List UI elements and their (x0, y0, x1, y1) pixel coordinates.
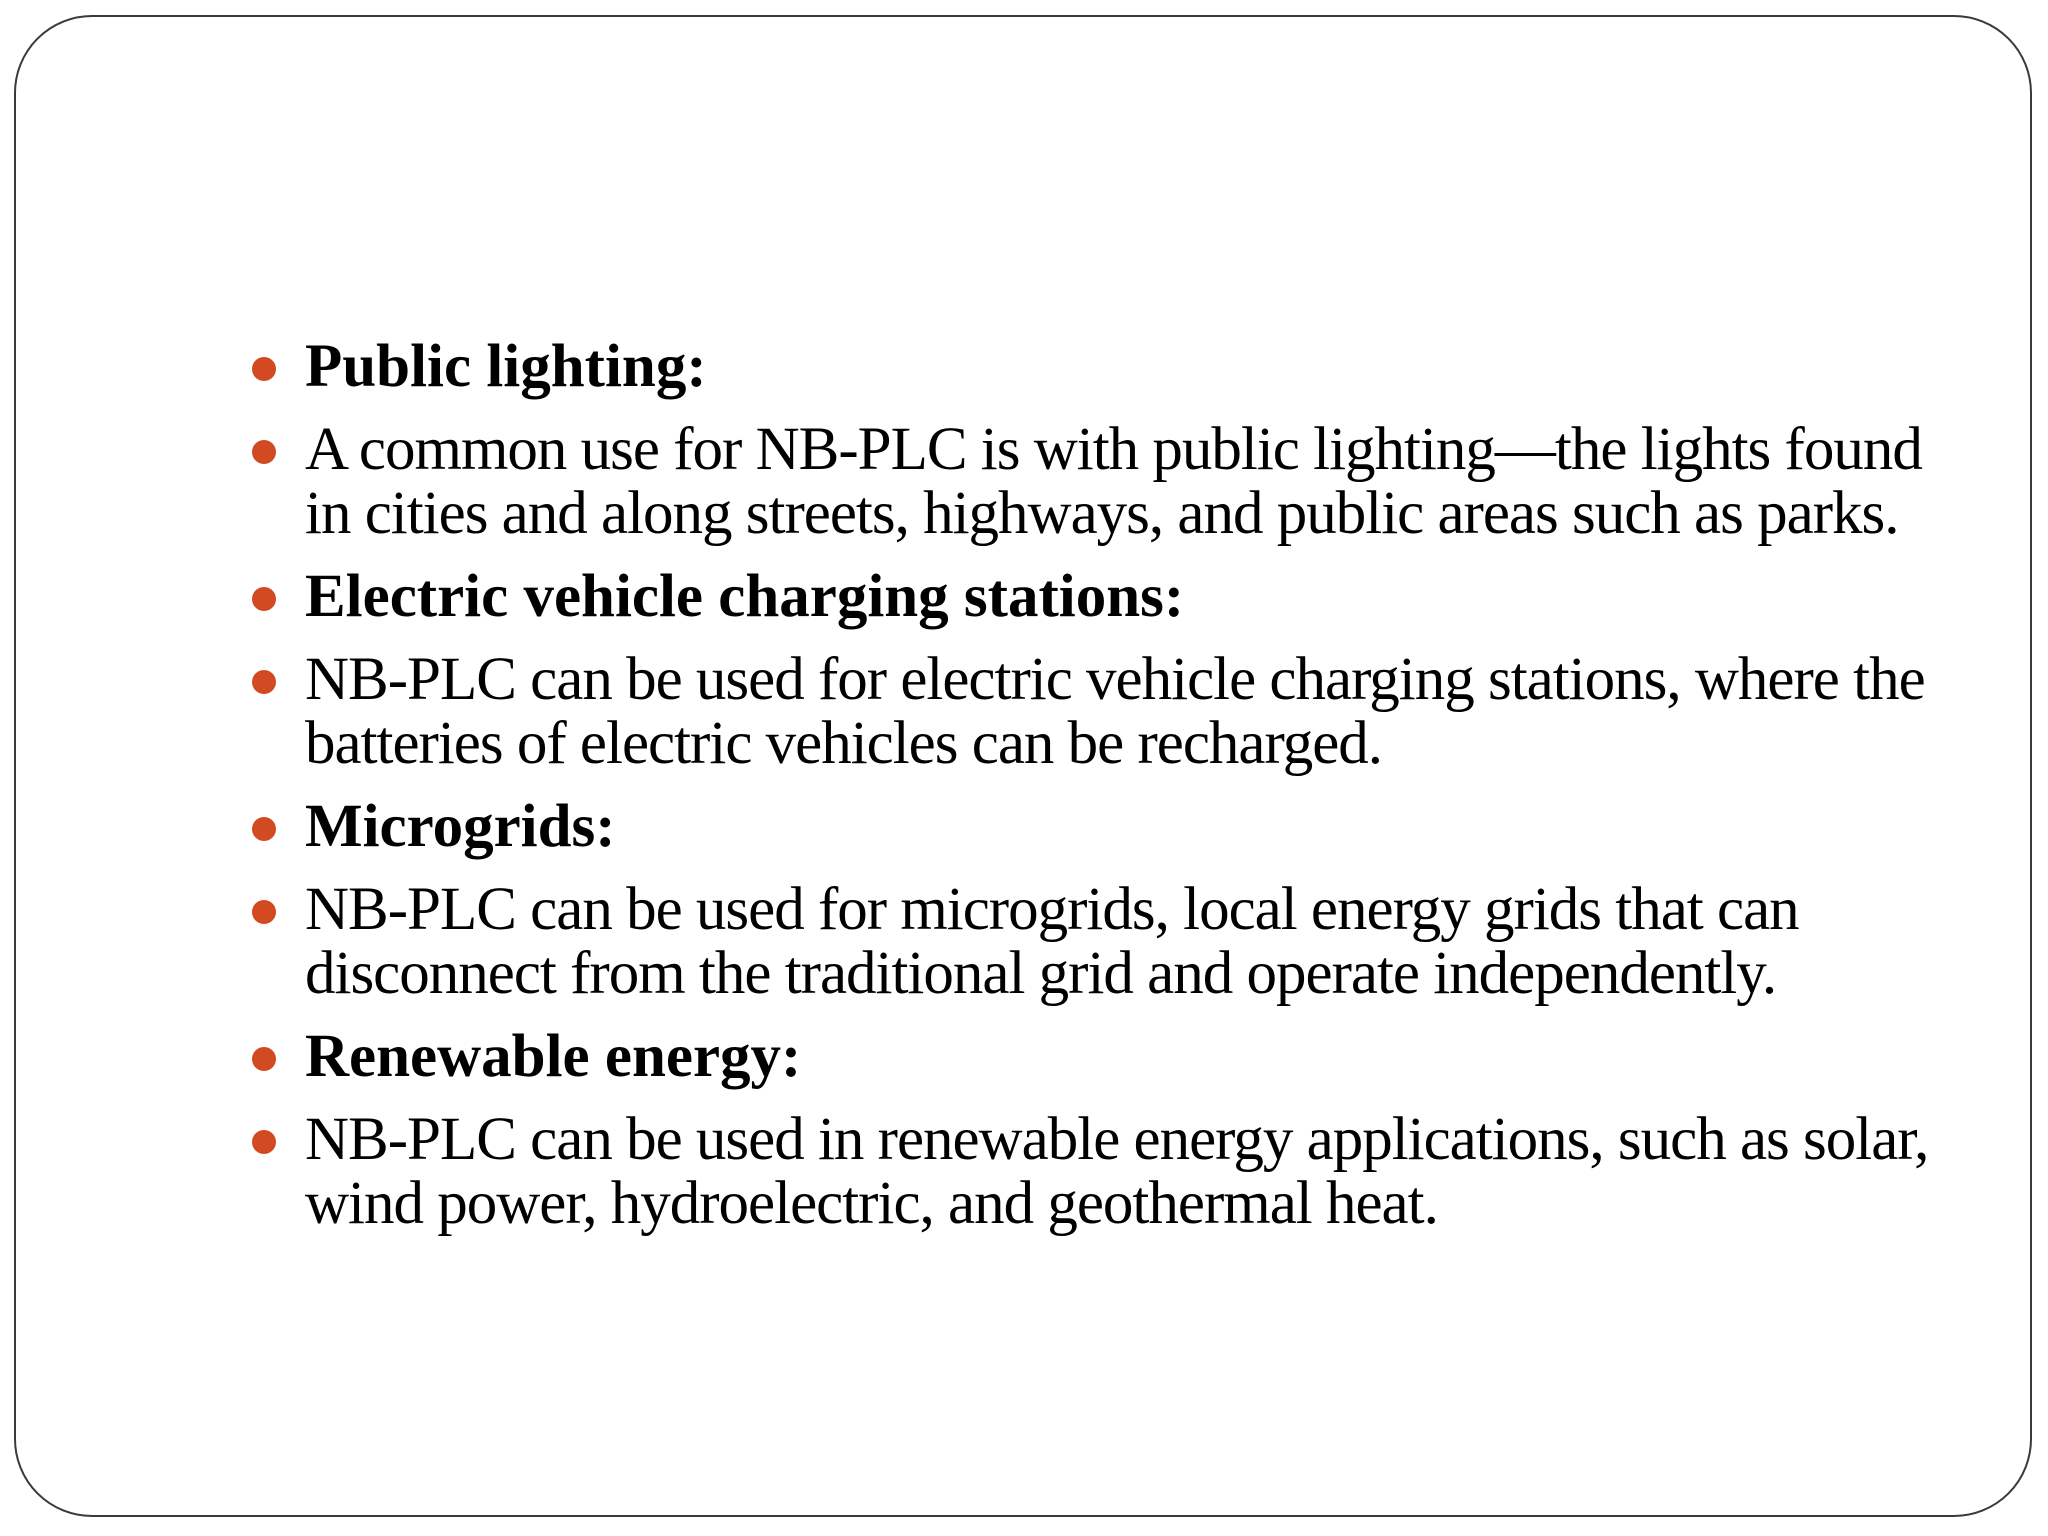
bullet-renewable-energy-description (238, 1108, 1958, 1236)
bullet-dot-icon (252, 587, 276, 611)
bullet-text: Microgrids: (305, 793, 616, 860)
bullet-dot-icon (252, 900, 276, 924)
bullet-dot-icon (252, 670, 276, 694)
bullet-text: Renewable energy: (305, 1023, 802, 1090)
bullet-dot-icon (252, 1047, 276, 1071)
slide-frame (14, 15, 2032, 1517)
bullet-dot-icon (252, 1130, 276, 1154)
bullet-heading-public-lighting (238, 335, 1958, 399)
bullet-heading-renewable-energy (238, 1025, 1958, 1089)
bullet-heading-ev-charging (238, 565, 1958, 629)
bullet-list (238, 335, 1958, 1255)
bullet-dot-icon (252, 357, 276, 381)
bullet-ev-charging-description (238, 648, 1958, 776)
bullet-text: NB-PLC can be used for electric vehicle charging stations, where the batteries of electric vehicles can be recharged. (305, 646, 1925, 777)
bullet-public-lighting-description (238, 418, 1958, 546)
bullet-text: Public lighting: (305, 333, 707, 400)
bullet-heading-microgrids (238, 795, 1958, 859)
bullet-dot-icon (252, 817, 276, 841)
bullet-dot-icon (252, 440, 276, 464)
bullet-text: A common use for NB-PLC is with public lighting—the lights found in cities and along streets, highways, and public areas such as parks. (305, 416, 1922, 547)
bullet-microgrids-description (238, 878, 1958, 1006)
bullet-text: Electric vehicle charging stations: (305, 563, 1185, 630)
bullet-text: NB-PLC can be used for microgrids, local energy grids that can disconnect from the traditional grid and operate independently. (305, 876, 1799, 1007)
bullet-text: NB-PLC can be used in renewable energy applications, such as solar, wind power, hydroelectric, and geothermal heat. (305, 1106, 1929, 1237)
